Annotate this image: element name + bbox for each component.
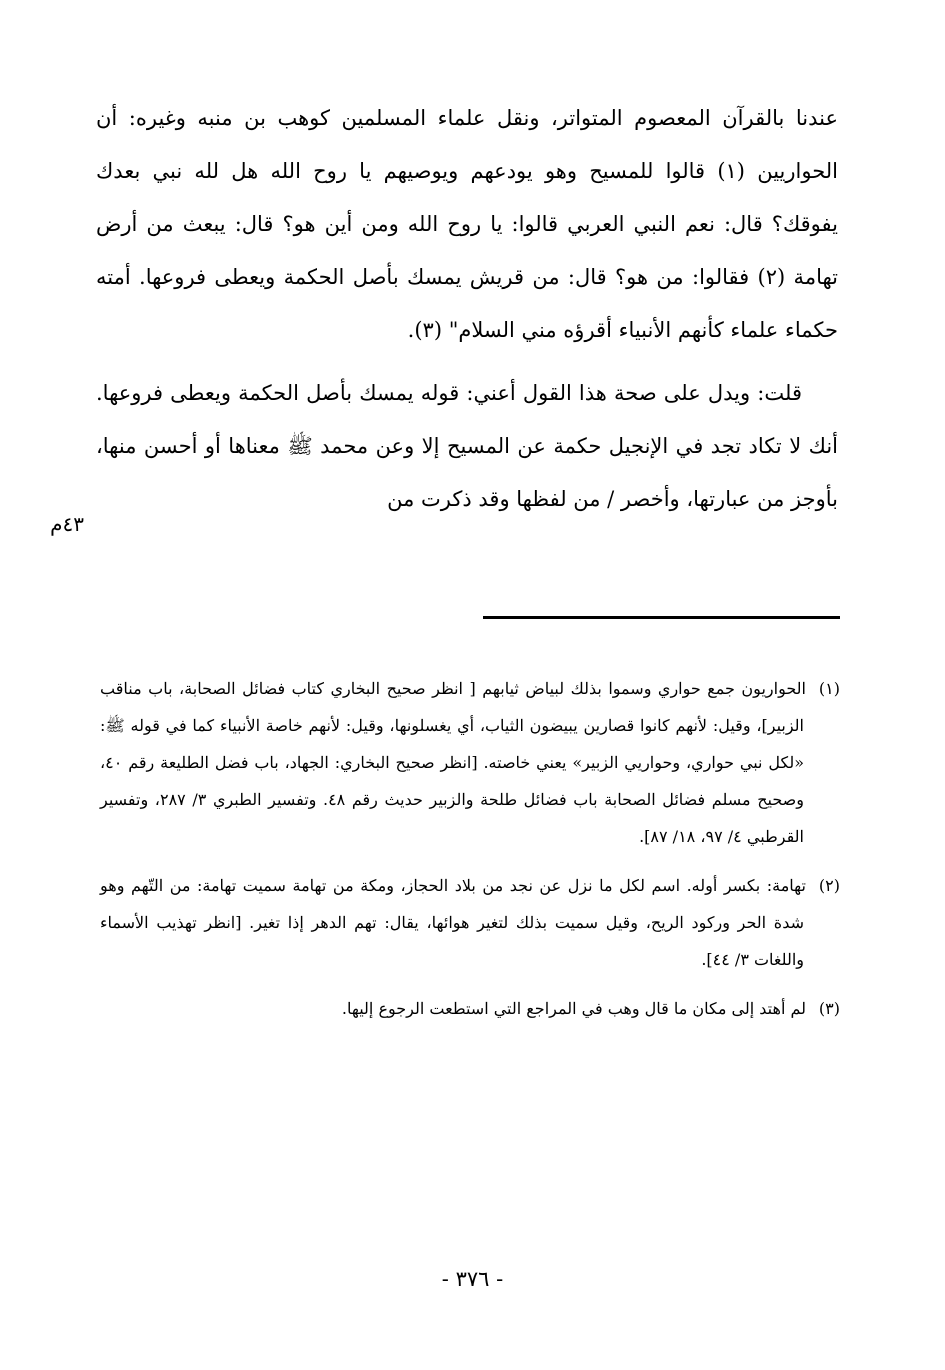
footnotes [100,670,840,1039]
page-number: - ٣٧٦ - [441,1267,504,1291]
footnote-1 [100,670,840,855]
main-paragraph-2: قلت: ويدل على صحة هذا القول أعني: قوله يمسك بأصل الحكمة ويعطى فروعها. أنك لا تكاد تجد في الإنجيل حكمة عن المسيح إلا وعن محمد ﷺ معناها أو أحسن منها، بأوجز من عبارتها، وأخصر / من لفظها وقد ذكرت من [96,381,838,511]
footnote-number: (٢) [818,876,840,895]
footnote-2 [100,867,840,978]
footnote-3 [100,990,840,1027]
footnote-separator [483,616,840,619]
main-text [96,92,838,526]
main-paragraph-1: عندنا بالقرآن المعصوم المتواتر، ونقل علماء المسلمين كوهب بن منبه وغيره: أن الحواريين (١) قالوا للمسيح وهو يودعهم ويوصيهم يا روح الله هل لله نبي بعدك يفوقك؟ قال: نعم النبي العربي قالوا: يا روح الله ومن أين هو؟ قال: يبعث من أرض تهامة (٢) فقالوا: من هو؟ قال: من قريش يمسك بأصل الحكمة ويعطى فروعها. أمته حكماء علماء كأنهم الأنبياء أقرؤه مني السلام" (٣). [96,106,838,342]
margin-manuscript-note: ٤٣م [50,512,84,536]
footnote-text: تهامة: بكسر أوله. اسم لكل ما نزل عن نجد من بلاد الحجاز، ومكة من تهامة سميت تهامة: من التّهم وهو شدة الحر وركود الريح، وقيل سميت بذلك لتغير هوائها، يقال: تهم الدهر إذا تغير. [انظر تهذيب الأسماء واللغات ٣/ ٤٤]. [100,876,806,969]
footnote-text: الحواريون جمع حواري وسموا بذلك لبياض ثيابهم [ انظر صحيح البخاري كتاب فضائل الصحابة، باب مناقب الزبير]، وقيل: لأنهم كانوا قصارين يبيضون الثياب، أي يغسلونها، وقيل: لأنهم خاصة الأنبياء كما في قوله ﷺ: «لكل نبي حواري، وحواريي الزبير» يعني خاصته. [انظر صحيح البخاري: الجهاد، باب فضل الطليعة رقم ٤٠، وصحيح مسلم فضائل الصحابة باب فضائل طلحة والزبير حديث رقم ٤٨. وتفسير الطبري ٣/ ٢٨٧، وتفسير القرطبي ٤/ ٩٧، ١٨/ ٨٧]. [100,679,806,846]
footnote-number: (٣) [818,999,840,1018]
footnote-number: (١) [818,679,840,698]
footnote-text: لم أهتد إلى مكان ما قال وهب في المراجع التي استطعت الرجوع إليها. [341,999,806,1018]
